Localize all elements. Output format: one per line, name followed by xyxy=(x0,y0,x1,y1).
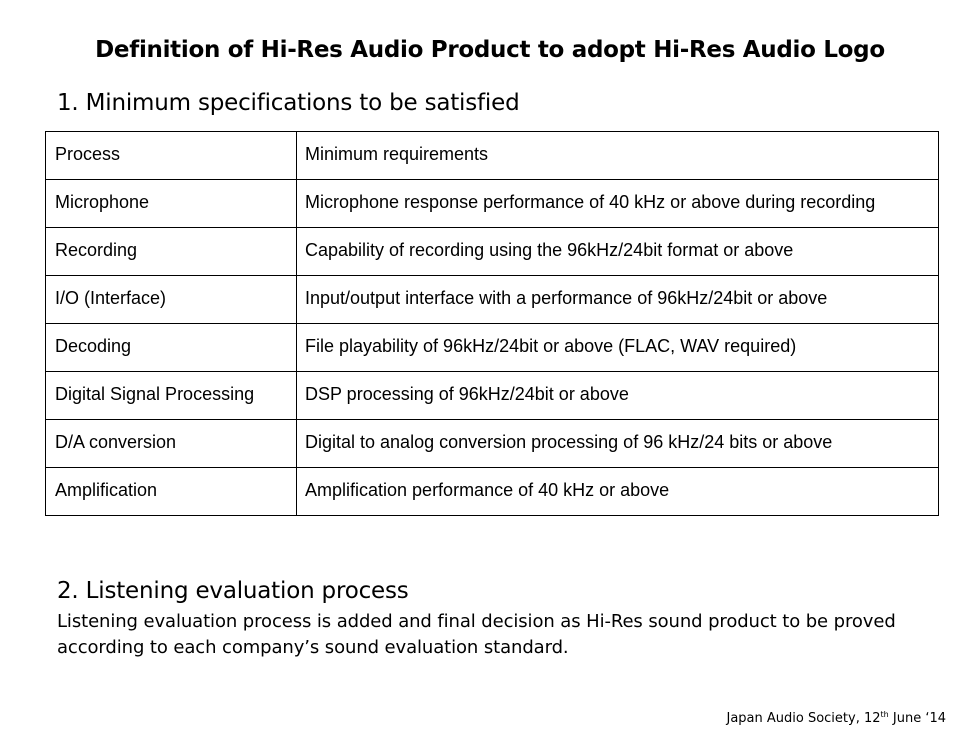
process-cell xyxy=(46,180,297,228)
table-row xyxy=(46,420,939,468)
header-requirements-label: Minimum requirements xyxy=(305,144,489,164)
requirement-cell xyxy=(297,276,939,324)
requirement-cell xyxy=(297,372,939,420)
table-row xyxy=(46,372,939,420)
process-cell xyxy=(46,324,297,372)
slide-title: Definition of Hi-Res Audio Product to adopt Hi-Res Audio Logo xyxy=(95,37,885,63)
header-requirements xyxy=(297,132,939,180)
spec-table xyxy=(45,131,939,516)
header-process-label: Process xyxy=(55,144,121,164)
section-2-body: Listening evaluation process is added and final decision as Hi-Res sound product to be proved according to each company’s sound evaluation standard. xyxy=(57,611,896,658)
process-text: Amplification xyxy=(55,480,158,500)
requirement-text: Input/output interface with a performance of 96kHz/24bit or above xyxy=(305,288,828,308)
requirement-text: Amplification performance of 40 kHz or above xyxy=(305,480,670,500)
section-2-heading: 2. Listening evaluation process xyxy=(57,578,409,604)
section-1-heading: 1. Minimum specifications to be satisfied xyxy=(57,90,520,116)
requirement-text: Microphone response performance of 40 kHz or above during recording xyxy=(305,192,876,212)
requirement-text: File playability of 96kHz/24bit or above (FLAC, WAV required) xyxy=(305,336,797,356)
header-process xyxy=(46,132,297,180)
requirement-text: DSP processing of 96kHz/24bit or above xyxy=(305,384,629,404)
table-row xyxy=(46,228,939,276)
requirement-cell xyxy=(297,228,939,276)
process-text: D/A conversion xyxy=(55,432,177,452)
requirement-cell xyxy=(297,468,939,516)
footer-date: June ‘14 xyxy=(888,711,946,726)
process-cell xyxy=(46,276,297,324)
process-text: Decoding xyxy=(55,336,132,356)
requirement-cell xyxy=(297,180,939,228)
process-text: Recording xyxy=(55,240,138,260)
footer-day-suffix: th xyxy=(880,710,889,719)
table-row xyxy=(46,180,939,228)
requirement-text: Capability of recording using the 96kHz/24bit format or above xyxy=(305,240,794,260)
footer-org: Japan Audio Society, 12 xyxy=(726,711,881,726)
table-header-row xyxy=(46,132,939,180)
process-cell xyxy=(46,372,297,420)
requirement-cell xyxy=(297,324,939,372)
table-row xyxy=(46,276,939,324)
process-cell xyxy=(46,420,297,468)
process-text: Microphone xyxy=(55,192,150,212)
process-cell xyxy=(46,228,297,276)
requirement-text: Digital to analog conversion processing of 96 kHz/24 bits or above xyxy=(305,432,833,452)
requirement-cell xyxy=(297,420,939,468)
footer-credit xyxy=(726,710,946,726)
table-row xyxy=(46,468,939,516)
process-cell xyxy=(46,468,297,516)
process-text: I/O (Interface) xyxy=(55,288,167,308)
table-row xyxy=(46,324,939,372)
process-text: Digital Signal Processing xyxy=(55,384,255,404)
